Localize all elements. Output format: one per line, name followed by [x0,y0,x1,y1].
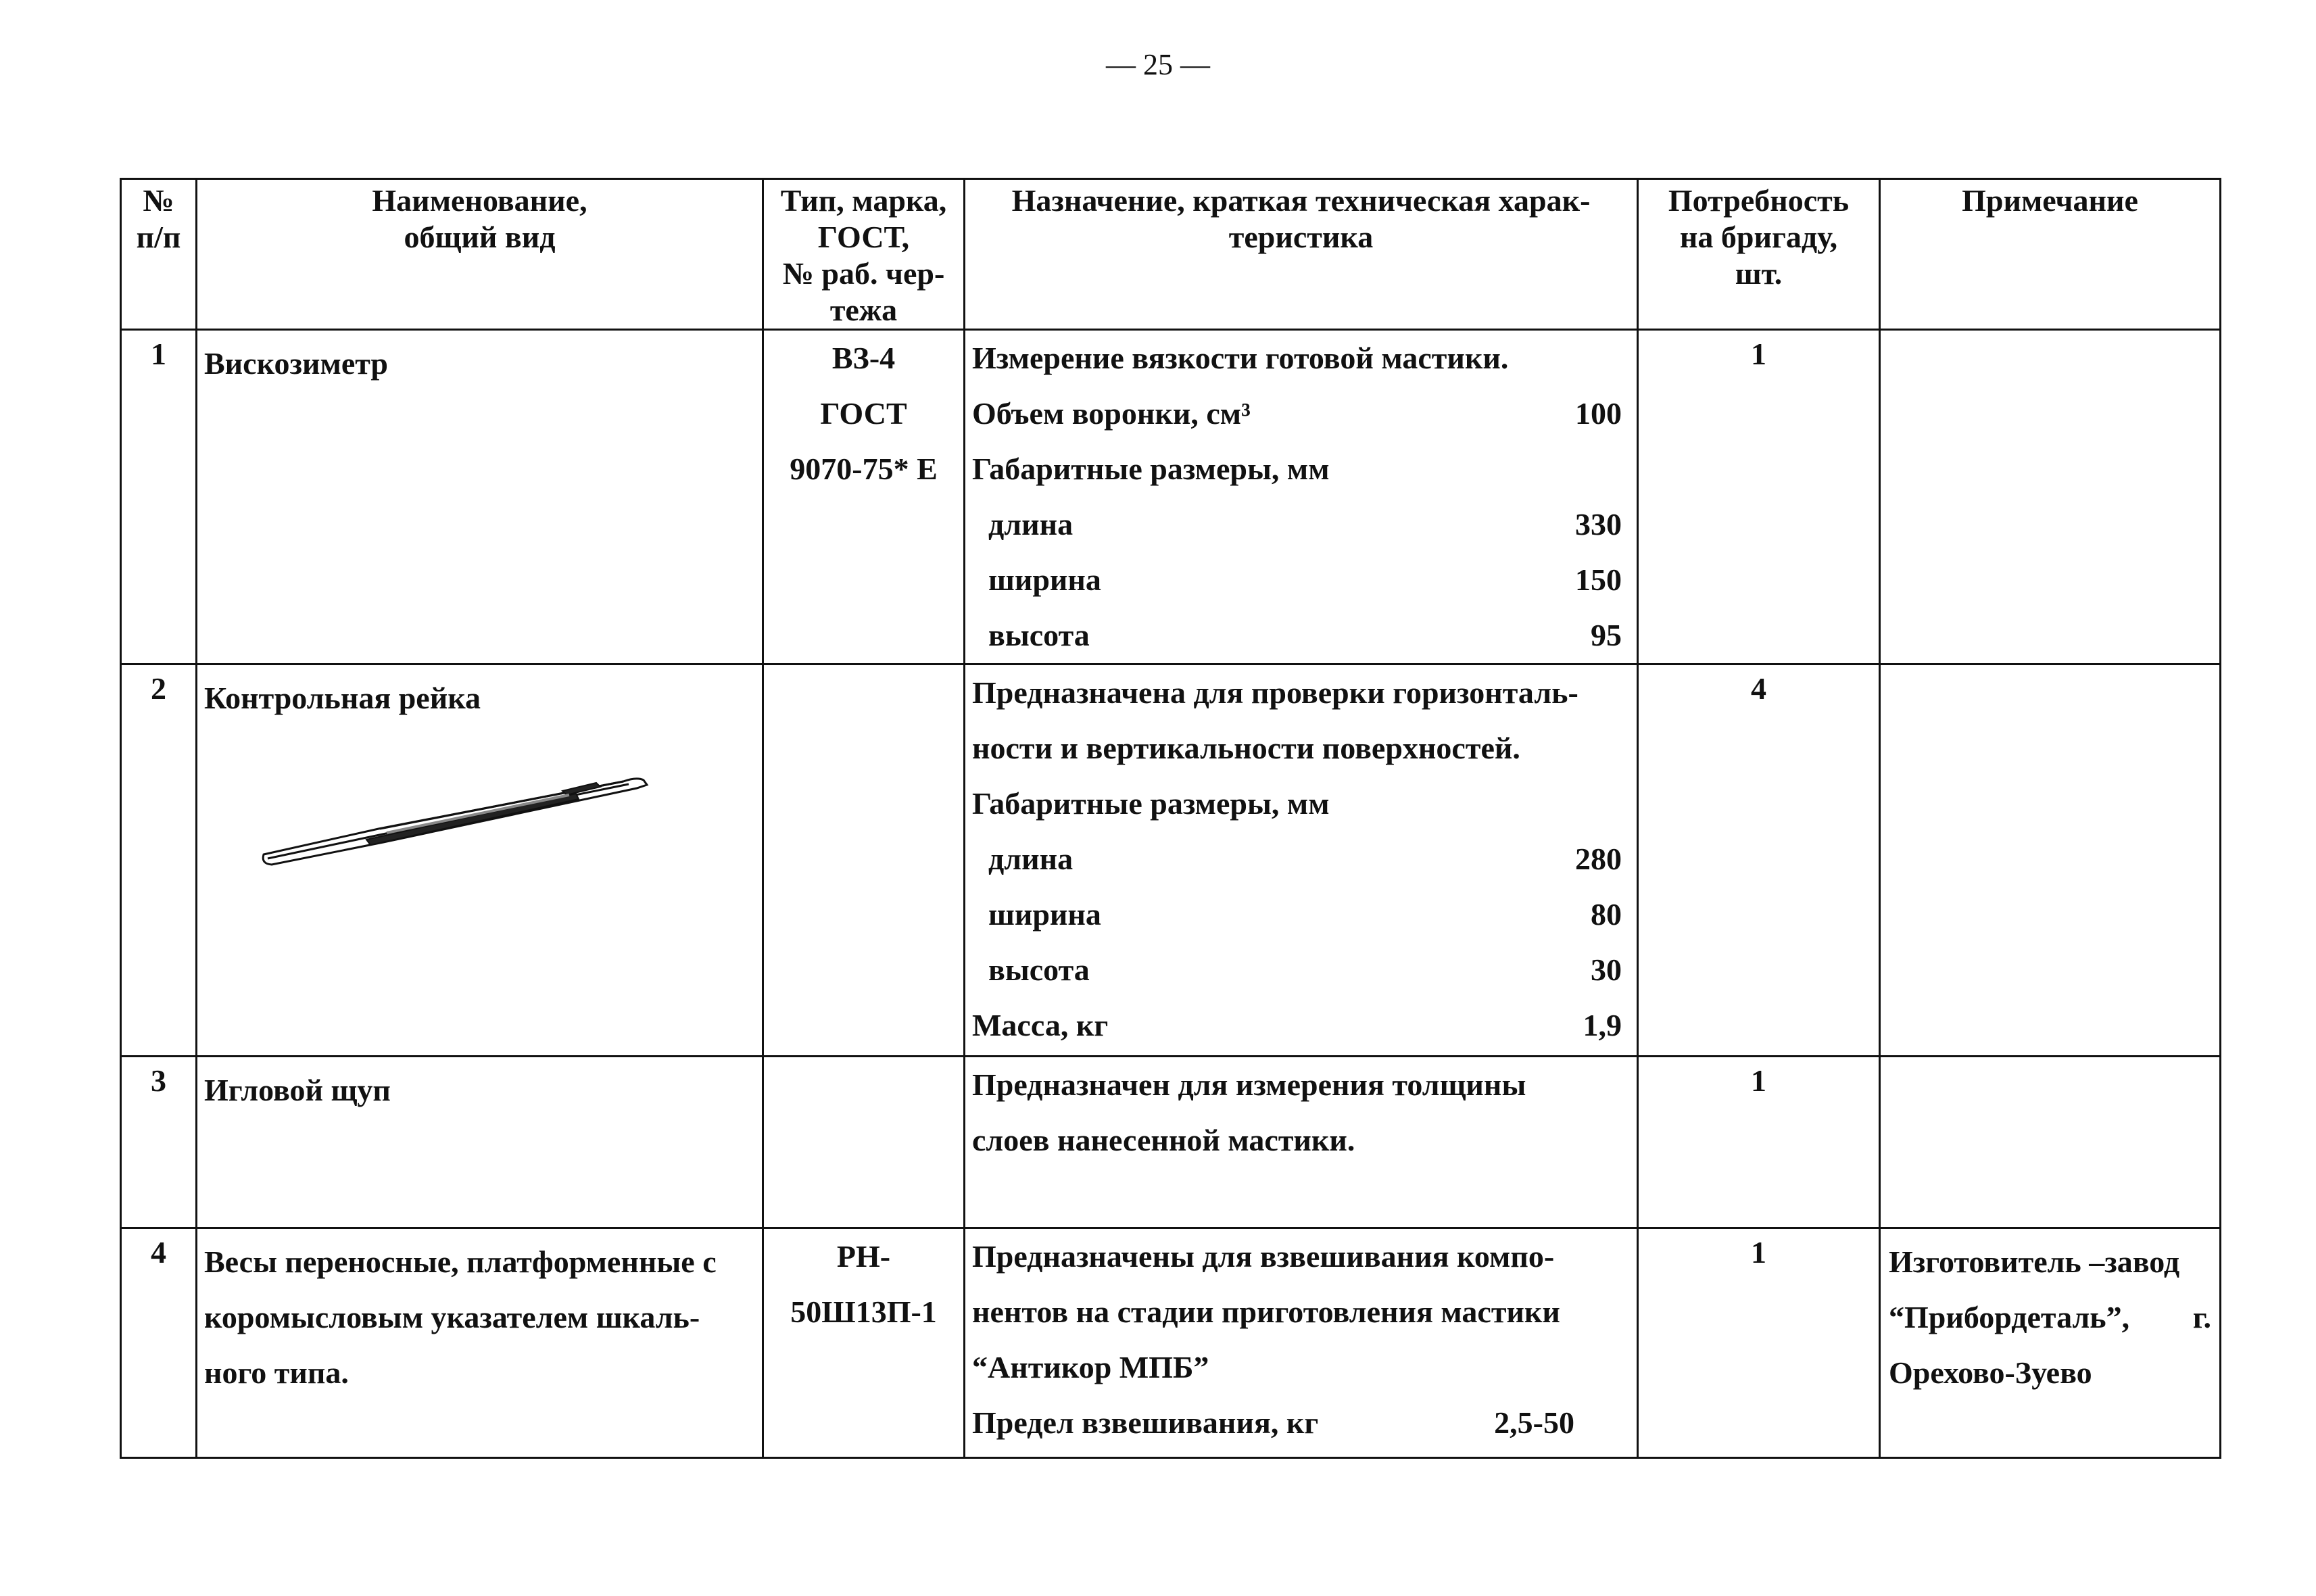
page-number: — 25 — [1106,48,1210,81]
item-note [1880,664,2221,1057]
row-number: 4 [121,1228,197,1458]
table-header-row [121,179,2221,330]
header-description: Назначение, краткая техническая харак- теристика [965,179,1638,330]
row-number: 1 [121,330,197,664]
row-number: 2 [121,664,197,1057]
item-name: Весы переносные, платформенные с коромысловым указателем шкаль- ного типа. [197,1228,763,1458]
item-type [763,1057,965,1228]
item-description: Измерение вязкости готовой мастики. Объем воронки, см³ 100 Габаритные размеры, мм длина 330 ширина 150 высота 95 [965,330,1638,664]
item-description: Предназначены для взвешивания компо- нентов на стадии приготовления мастики “Антикор МПБ” Предел взвешивания, кг 2,5-50 [965,1228,1638,1458]
item-quantity: 4 [1638,664,1880,1057]
item-name: Вискозиметр [197,330,763,664]
row-number: 3 [121,1057,197,1228]
item-name: Контрольная рейка [197,664,763,1057]
item-type [763,664,965,1057]
item-note [1880,330,2221,664]
table-row [121,664,2221,1057]
item-quantity: 1 [1638,1057,1880,1228]
item-quantity: 1 [1638,1228,1880,1458]
header-type: Тип, марка, ГОСТ, № раб. чер- тежа [763,179,965,330]
table-row [121,330,2221,664]
control-rail-drawing [258,740,704,875]
item-description: Предназначен для измерения толщины слоев нанесенной мастики. [965,1057,1638,1228]
header-note: Примечание [1880,179,2221,330]
header-name: Наименование, общий вид [197,179,763,330]
table-row [121,1057,2221,1228]
table-row [121,1228,2221,1458]
item-quantity: 1 [1638,330,1880,664]
item-type: РН- 50Ш13П-1 [763,1228,965,1458]
item-type: ВЗ-4 ГОСТ 9070-75* Е [763,330,965,664]
item-name: Игловой щуп [197,1057,763,1228]
item-note: Изготовитель –завод “Прибордеталь”, г. Орехово-Зуево [1880,1228,2221,1458]
item-description: Предназначена для проверки горизонталь- ности и вертикальности поверхностей. Габаритные размеры, мм длина 280 ширина 80 высота 30 Масса, кг 1,9 [965,664,1638,1057]
item-note [1880,1057,2221,1228]
header-quantity: Потребность на бригаду, шт. [1638,179,1880,330]
header-num: № п/п [121,179,197,330]
equipment-table [120,178,2221,1459]
